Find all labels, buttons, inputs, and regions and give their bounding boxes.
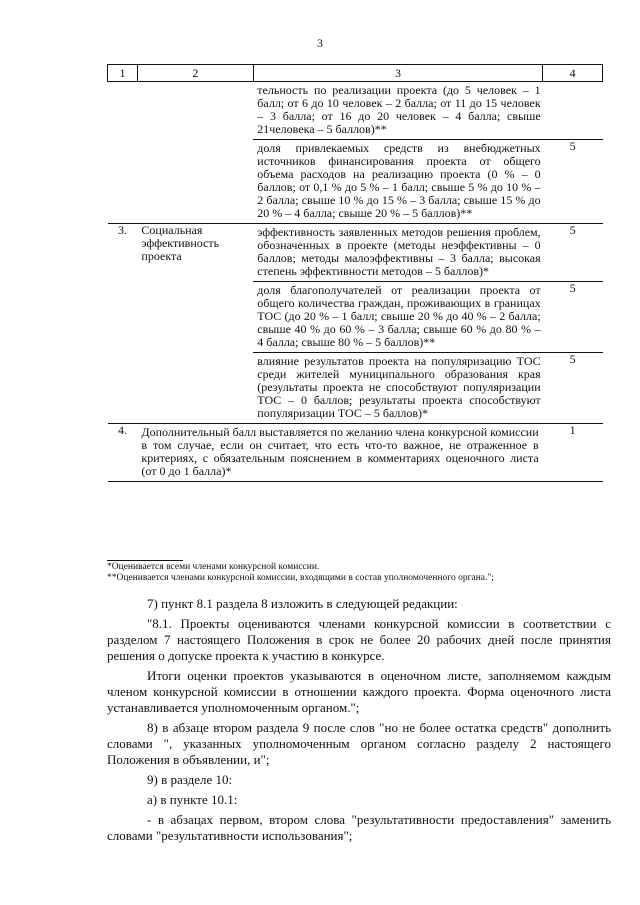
criterion-score: 5 [543,224,603,282]
header-col-4: 4 [543,65,603,82]
criterion-text: эффективность заявленных методов решения проблем, обозначенных в проекте (методы неэффективны – 0 баллов; методы малоэффективны – 3 балла; высокая степень эффективности методов – 5 баллов)* [253,224,542,282]
criterion-text: влияние результатов проекта на популяризацию ТОС среди жителей муниципального образования края (результаты проекта не способствуют популяризации ТОС – 0 баллов; результаты проекта способствуют популяризации ТОС – 5 баллов)* [253,353,542,424]
criterion-score: 5 [543,353,603,424]
body-text [107,596,611,844]
paragraph: "8.1. Проекты оцениваются членами конкурсной комиссии в соответствии с разделом 7 настоящего Положения в срок не более 20 рабочих дней после принятия решения о допуске проекта к участию в конкурсе. [107,616,611,663]
table-row [108,353,603,424]
table-row [108,282,603,353]
group-number: 4. [108,424,138,482]
footnote-1: *Оценивается всеми членами конкурсной комиссии. [107,562,320,572]
header-col-1: 1 [108,65,138,82]
group-number: 3. [108,224,138,282]
table-header-row [108,65,603,82]
table-row [108,424,603,482]
criterion-score: 5 [543,140,603,224]
paragraph: 8) в абзаце втором раздела 9 после слов "но не более остатка средств" дополнить словами ", указанных уполномоченным органом согласно разделу 2 настоящего Положения в объявлении, и"; [107,720,611,767]
criterion-text: тельность по реализации проекта (до 5 человек – 1 балл; от 6 до 10 человек – 2 балла; от 11 до 15 человек – 3 балла; от 16 до 20 человек – 4 балла; свыше 21человека – 5 баллов)** [257,83,541,136]
header-col-3: 3 [253,65,542,82]
paragraph: 7) пункт 8.1 раздела 8 изложить в следующей редакции: [147,596,458,611]
paragraph: - в абзацах первом, втором слова "результативности предоставления" заменить словами "результативности использования"; [107,812,611,843]
criterion-text: доля привлекаемых средств из внебюджетных источников финансирования проекта от общего объема расходов на реализацию проекта (0 % – 0 баллов; от 0,1 % до 5 % – 1 балл; свыше 5 % до 10 % – 2 балла; свыше 10 % до 15 % – 3 балла; свыше 15 % до 20 % – 4 балла; свыше 20 % – 5 баллов)** [253,140,542,224]
footnotes [107,562,611,584]
criteria-table [107,64,603,482]
paragraph: а) в пункте 10.1: [147,792,238,807]
table-row [108,82,603,140]
paragraph: 9) в разделе 10: [147,772,233,787]
header-col-2: 2 [137,65,253,82]
group-name: Социальная эффективность проекта [137,224,253,282]
criterion-score: 1 [543,424,603,482]
criterion-score: 5 [543,282,603,353]
table-row [108,140,603,224]
criterion-text: доля благополучателей от реализации проекта от общего количества граждан, проживающих в границах ТОС (до 20 % – 1 балл; свыше 20 % до 40 % – 2 балла; свыше 40 % до 60 % – 3 балла; свыше 60 % до 80 % – 4 балла; свыше 80 % – 5 баллов)** [253,282,542,353]
table-row [108,224,603,282]
footnote-divider [107,560,183,561]
page-number: 3 [317,36,323,50]
paragraph: Итоги оценки проектов указываются в оценочном листе, заполняемом каждым членом конкурсной комиссии в отношении каждого проекта. Форма оценочного листа устанавливается уполномоченным органом."; [107,668,611,715]
footnote-2: **Оценивается членами конкурсной комиссии, входящими в состав уполномоченного органа."; [107,573,494,583]
criterion-text: Дополнительный балл выставляется по желанию члена конкурсной комиссии в том случае, если он считает, что есть что-то важное, не отраженное в критериях, с обязательным пояснением в комментариях оценочного листа (от 0 до 1 балла)* [137,424,542,482]
